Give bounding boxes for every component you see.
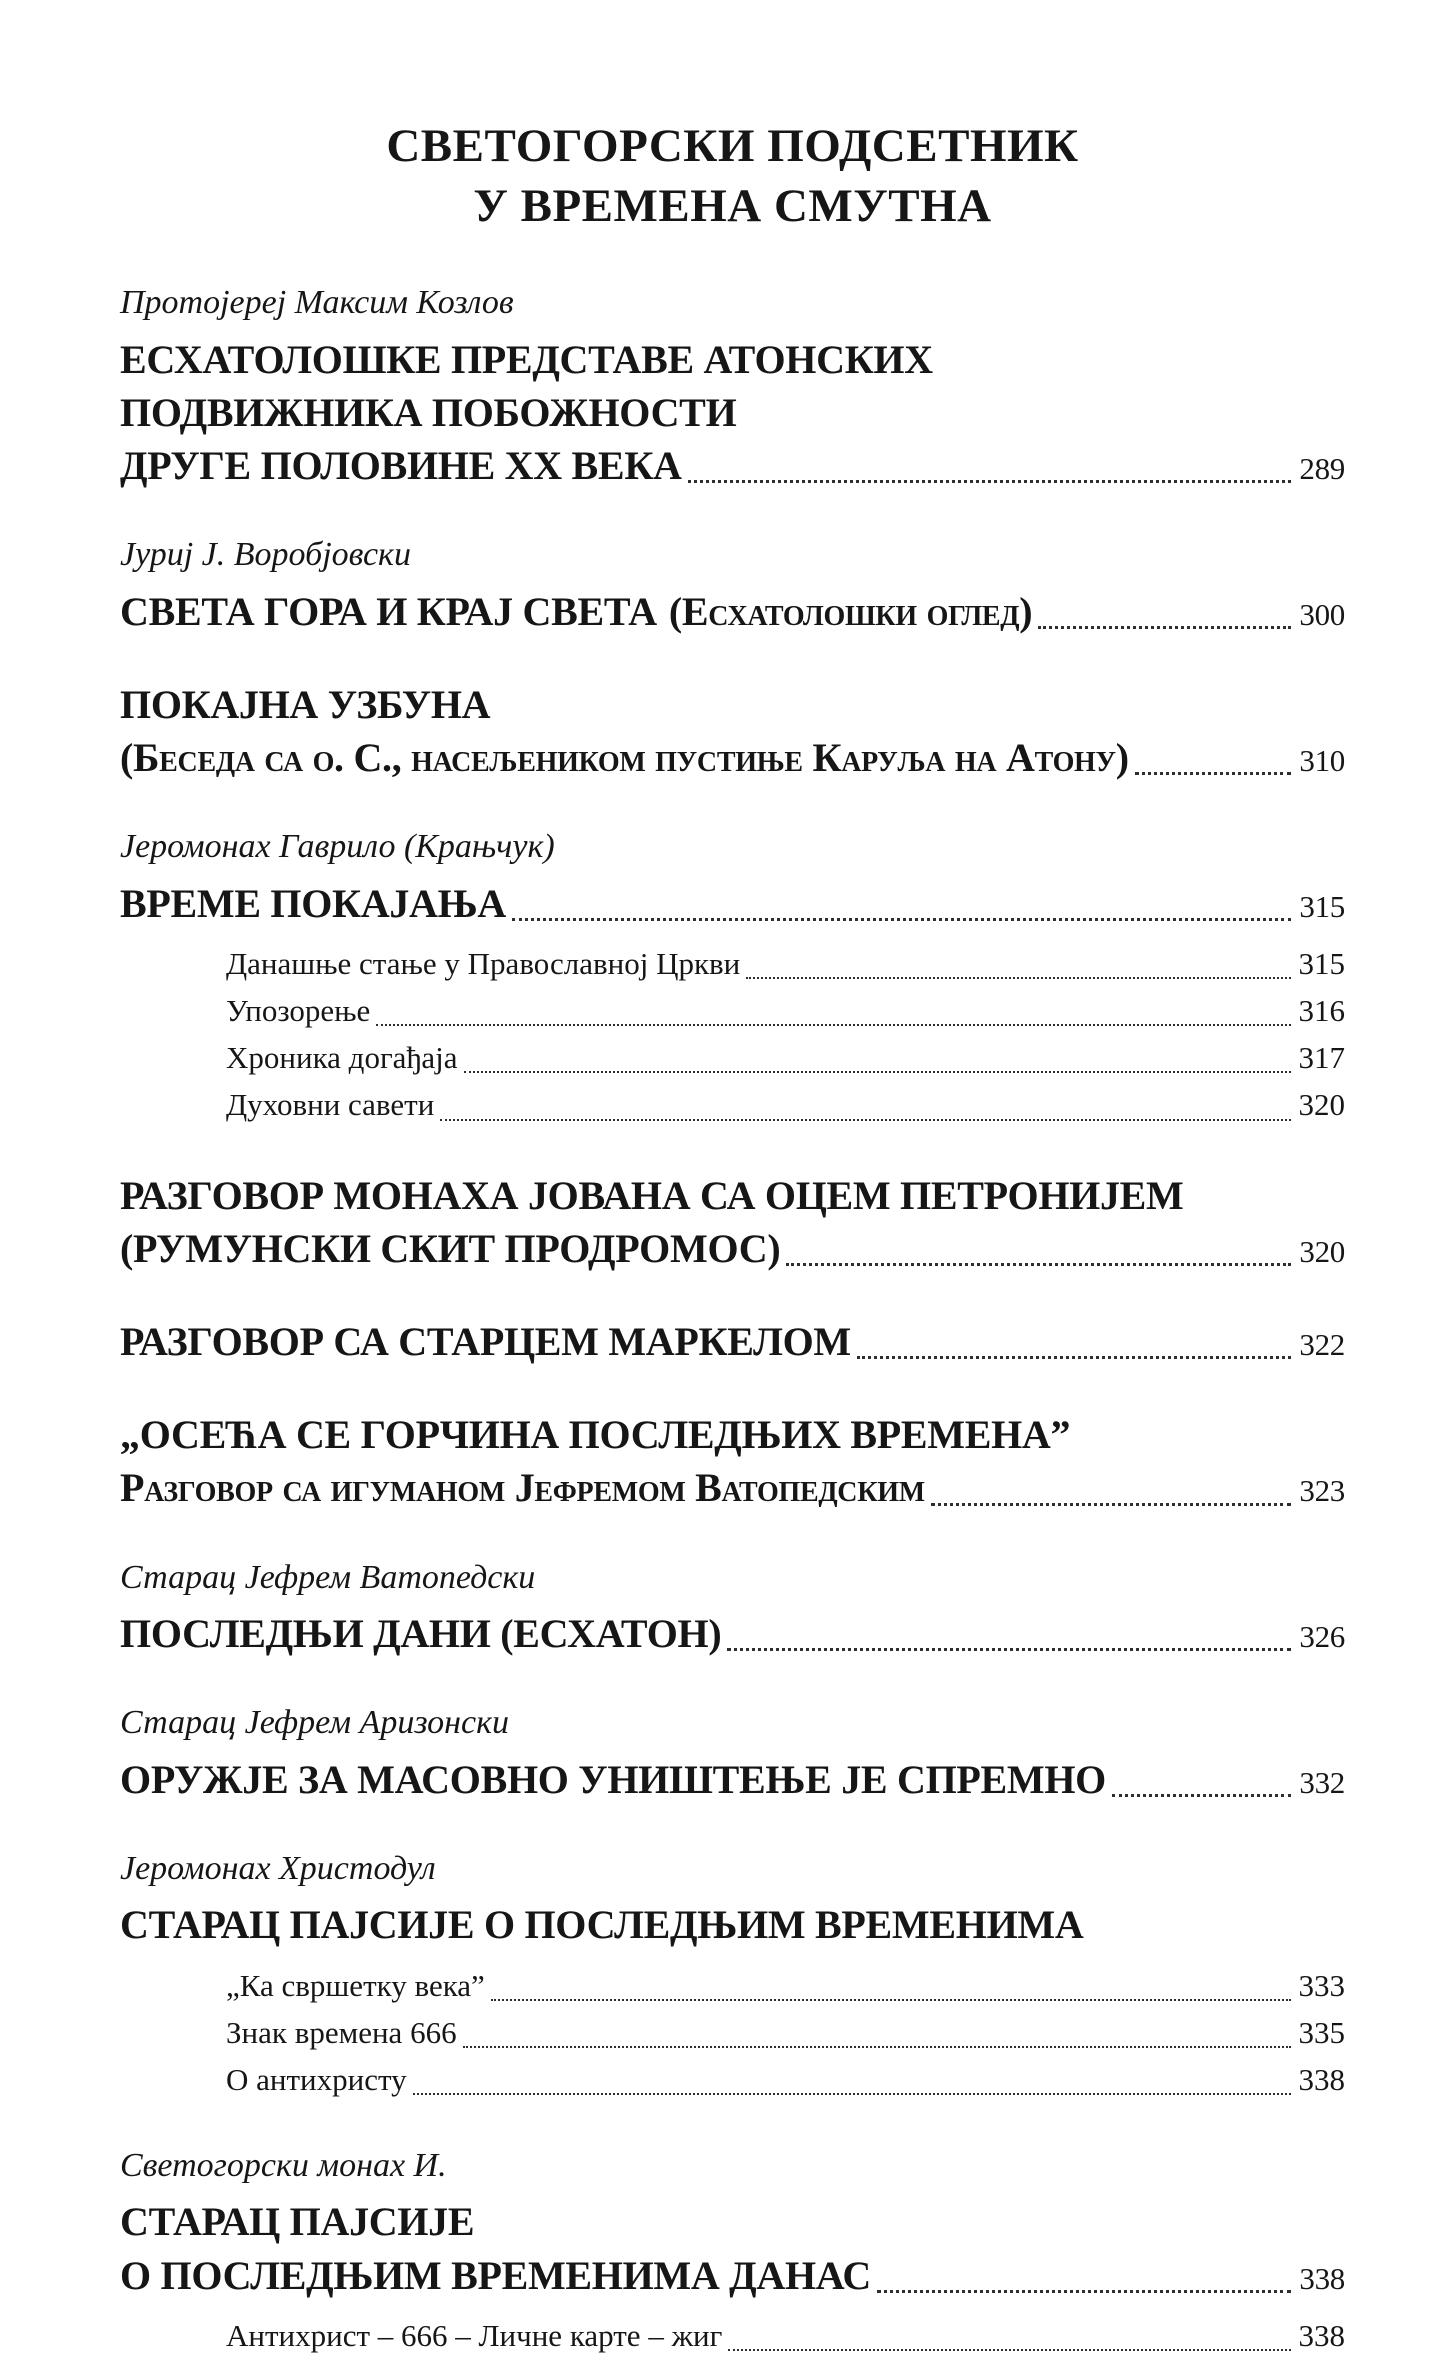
- toc-heading-text: ПОКАЈНА УЗБУНА: [120, 682, 491, 728]
- toc-author-text: Светогорски монах И.: [120, 2146, 447, 2184]
- toc-subitem: [120, 940, 1345, 987]
- toc-dot-leader: [727, 1648, 1291, 1651]
- toc-heading-line: [120, 1461, 1345, 1514]
- toc-heading-text: РАЗГОВОР СА СТАРЦЕМ МАРКЕЛОМ: [120, 1318, 851, 1364]
- toc-dot-leader: [413, 2093, 1291, 2095]
- toc-author: [120, 1702, 1345, 1745]
- toc-page-number: 323: [1299, 1473, 1345, 1509]
- toc-page-number: 338: [1299, 2260, 1345, 2296]
- toc-heading-text: СТАРАЦ ПАЈСИЈЕ О ПОСЛЕДЊИМ ВРЕМЕНИМА: [120, 1902, 1084, 1948]
- toc-heading-text: (Беседа са о. С., насељеником пустиње Каруља на Атону): [120, 735, 1129, 781]
- toc-subitem-text: Хроника догађаја: [226, 1040, 458, 1076]
- toc-subitem: [120, 1081, 1345, 1128]
- toc-subitem-text: Данашње стање у Православној Цркви: [226, 946, 741, 982]
- toc-heading-text: РАЗГОВОР МОНАХА ЈОВАНА СА ОЦЕМ ПЕТРОНИЈЕМ: [120, 1172, 1184, 1218]
- toc-dot-leader: [1038, 626, 1291, 629]
- toc-dot-leader: [786, 1263, 1291, 1266]
- toc-dot-leader: [463, 2046, 1291, 2048]
- toc-subitem-text: „Ка свршетку века”: [226, 1967, 485, 2003]
- toc-heading-line: [120, 439, 1345, 492]
- toc-page-number: 320: [1299, 1233, 1345, 1269]
- toc-page-number: 316: [1298, 993, 1345, 1029]
- toc-author: [120, 1557, 1345, 1600]
- toc-page-number: 335: [1298, 2014, 1345, 2050]
- toc-author-text: Јеромонах Гаврило (Крањчук): [120, 828, 555, 866]
- toc-dot-leader: [688, 480, 1292, 483]
- toc-heading-line: [120, 333, 1345, 386]
- toc-heading-suffix: (Есхатолошки оглед): [668, 588, 1033, 634]
- page-title-line2: У ВРЕМЕНА СМУТНА: [473, 180, 992, 233]
- toc-dot-leader: [1112, 1794, 1291, 1797]
- toc-dot-leader: [440, 1119, 1290, 1121]
- toc-page-number: 332: [1299, 1764, 1345, 1800]
- toc-page-number: 338: [1298, 2317, 1345, 2353]
- toc-heading-line: [120, 678, 1345, 731]
- toc-heading-line: [120, 2195, 1345, 2248]
- toc-heading-line: [120, 1898, 1345, 1951]
- toc-subitem: [120, 2009, 1345, 2056]
- toc-author-text: Старац Јефрем Ватопедски: [120, 1558, 536, 1596]
- toc-dot-leader: [877, 2290, 1291, 2293]
- toc-dot-leader: [464, 1071, 1291, 1073]
- toc-page-number: 326: [1299, 1619, 1345, 1654]
- toc-author: [120, 1848, 1345, 1891]
- toc-heading-line: [120, 386, 1345, 439]
- toc-heading-text: ПОДВИЖНИКА ПОБОЖНОСТИ: [120, 390, 737, 435]
- toc-heading-line: [120, 1753, 1345, 1806]
- toc-heading-line: [120, 1222, 1345, 1275]
- toc-author-text: Протојереј Максим Козлов: [120, 284, 514, 322]
- toc-heading-text: ЕСХАТОЛОШКЕ ПРЕДСТАВЕ АТОНСКИХ: [120, 336, 933, 382]
- toc-page-number: 315: [1298, 946, 1345, 982]
- toc-subitem: [120, 2056, 1345, 2103]
- toc-heading-text: „ОСЕЋА СЕ ГОРЧИНА ПОСЛЕДЊИХ ВРЕМЕНА”: [120, 1412, 1071, 1458]
- toc-page-number: 300: [1299, 596, 1345, 632]
- toc-subitem: [120, 987, 1345, 1034]
- toc-subitem-text: Антихрист – 666 – Личне карте – жиг: [226, 2317, 723, 2353]
- toc-heading-line: [120, 585, 1345, 638]
- toc-subitem-text: Знак времена 666: [226, 2014, 457, 2050]
- toc-dot-leader: [1135, 772, 1292, 775]
- toc-page-number: 320: [1298, 1087, 1345, 1123]
- toc-dot-leader: [746, 977, 1290, 979]
- toc-dot-leader: [931, 1503, 1292, 1506]
- toc-page-number: 317: [1298, 1040, 1345, 1076]
- toc-heading-text: ОРУЖЈЕ ЗА МАСОВНО УНИШТЕЊЕ ЈЕ СПРЕМНО: [120, 1756, 1106, 1802]
- toc-author: [120, 826, 1345, 869]
- toc-heading-line: [120, 2249, 1345, 2302]
- page-title: [120, 116, 1345, 236]
- toc-dot-leader: [512, 918, 1291, 921]
- toc-heading-line: [120, 1315, 1345, 1368]
- toc-dot-leader: [491, 1999, 1291, 2001]
- toc-page-number: 289: [1299, 451, 1345, 487]
- toc-author-text: Јеромонах Христодул: [120, 1849, 436, 1887]
- toc-page-number: 322: [1299, 1326, 1345, 1362]
- toc-heading-text: СТАРАЦ ПАЈСИЈЕ: [120, 2199, 475, 2245]
- toc-heading-text: О ПОСЛЕДЊИМ ВРЕМЕНИМА ДАНАС: [120, 2252, 871, 2298]
- toc-heading-line: [120, 1169, 1345, 1222]
- toc-subitem: [120, 2312, 1345, 2359]
- toc-author: [120, 534, 1345, 577]
- page-title-line1: СВЕТОГОРСКИ ПОДСЕТНИК: [386, 120, 1079, 172]
- toc-dot-leader: [728, 2349, 1290, 2351]
- toc-author-text: Старац Јефрем Аризонски: [120, 1704, 509, 1742]
- toc-heading-text: ВРЕМЕ ПОКАЈАЊА: [120, 880, 506, 926]
- toc-heading-text: (РУМУНСКИ СКИТ ПРОДРОМОС): [120, 1225, 781, 1271]
- toc-dot-leader: [376, 1024, 1290, 1026]
- toc-heading-text: Разговор са игуманом Јефремом Ватопедским: [120, 1465, 925, 1511]
- toc-subitem-text: Упозорење: [226, 993, 371, 1029]
- toc-heading-line: [120, 1607, 1345, 1660]
- toc-heading-line: [120, 731, 1345, 784]
- toc-page-number: 333: [1298, 1967, 1345, 2003]
- toc-page-number: 310: [1299, 743, 1345, 779]
- toc-page-number: 315: [1299, 888, 1345, 924]
- toc-page-number: 338: [1298, 2061, 1345, 2097]
- toc-author: [120, 2145, 1345, 2188]
- toc-dot-leader: [857, 1356, 1292, 1359]
- toc-subitem: [120, 1034, 1345, 1081]
- toc-heading-text: СВЕТА ГОРА И КРАЈ СВЕТА: [120, 588, 657, 634]
- toc-heading-line: [120, 877, 1345, 930]
- toc-subitem-text: О антихристу: [226, 2061, 407, 2097]
- toc-author: [120, 282, 1345, 325]
- toc-heading-text: ПОСЛЕДЊИ ДАНИ (ЕСХАТОН): [120, 1611, 722, 1656]
- toc-author-text: Јуриј Ј. Воробјовски: [120, 536, 411, 574]
- toc-heading-line: [120, 1408, 1345, 1461]
- toc-subitem-text: Духовни савети: [226, 1087, 435, 1123]
- toc-heading-text: ДРУГЕ ПОЛОВИНЕ XX ВЕКА: [120, 443, 682, 489]
- toc-subitem: [120, 1962, 1345, 2009]
